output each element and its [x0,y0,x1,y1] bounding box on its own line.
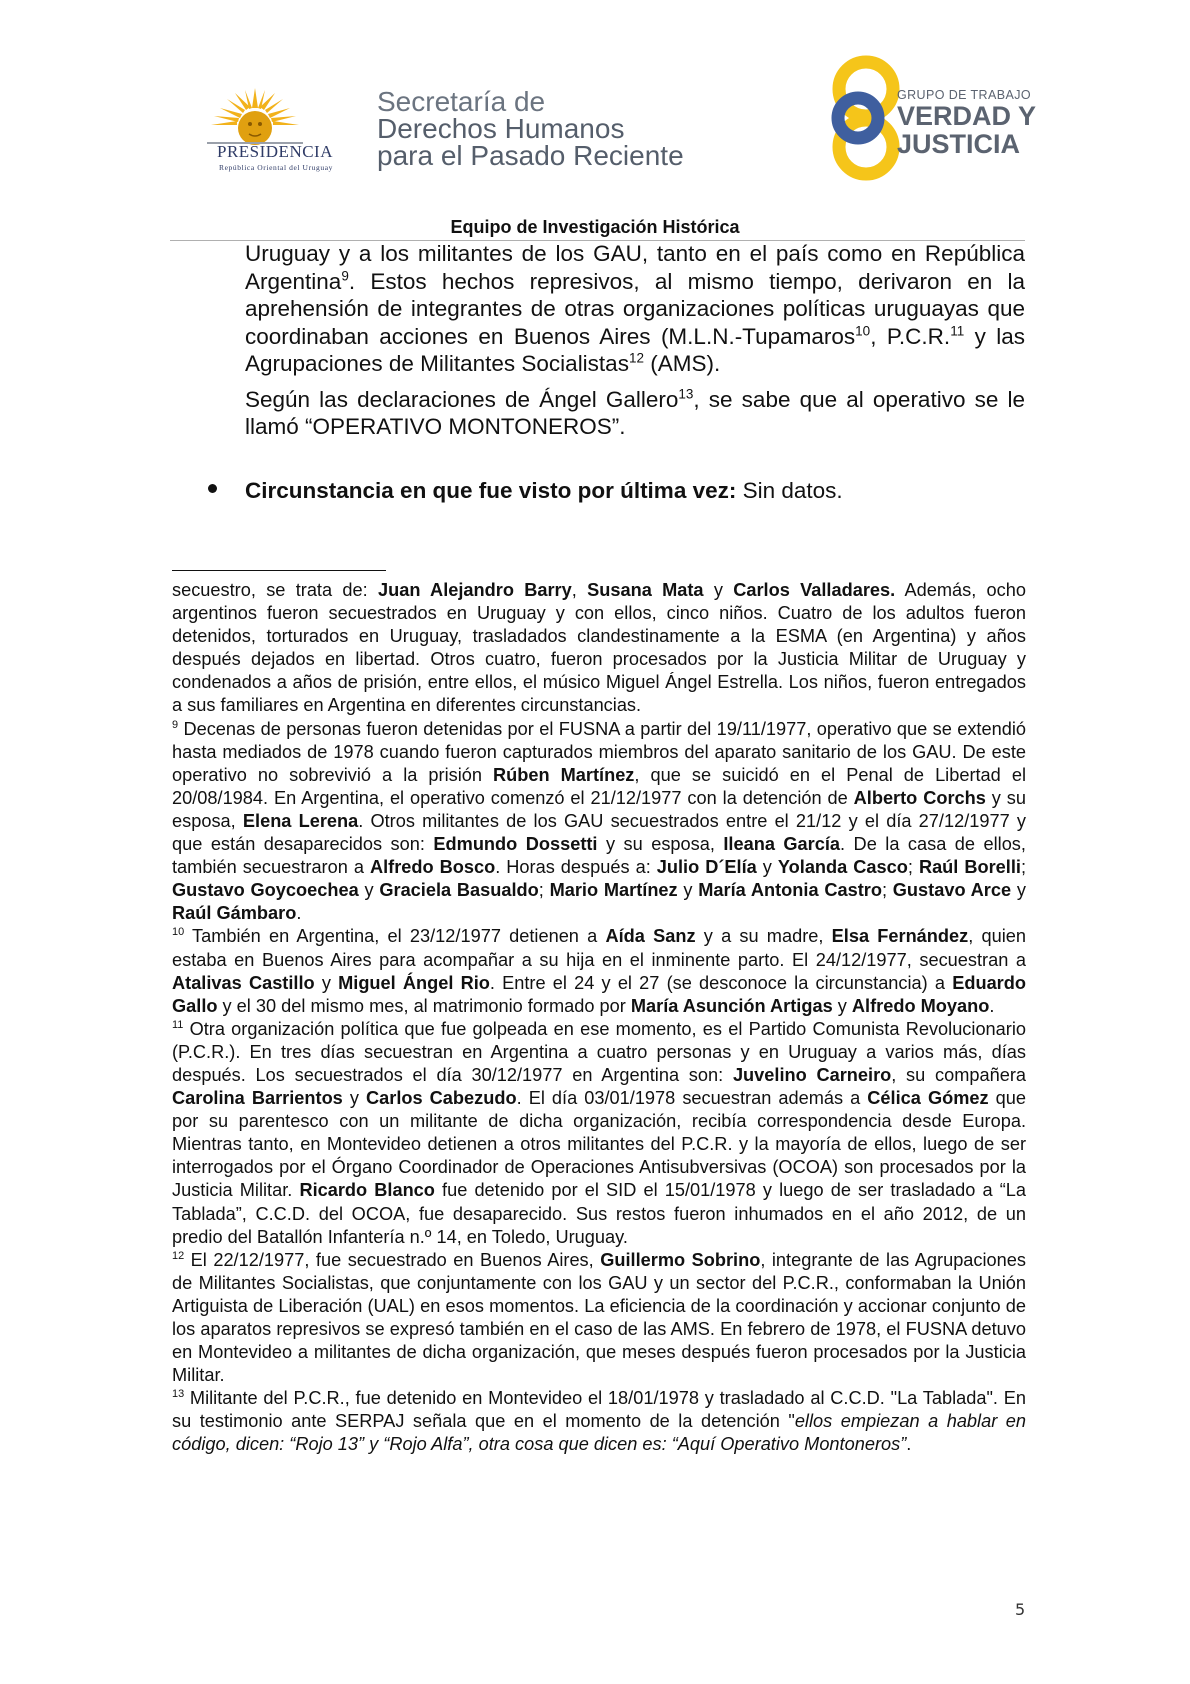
footnote-text: , que se suicidó en el Penal de Libertad el 20/08/1984. En Argentina, el operativo comenzó el 21/12/1977 con la detención de [172,764,1026,808]
footnote-name: Eduardo Gallo [172,972,1026,1016]
footnotes [172,579,1026,1457]
p1-text-b: . Estos hechos represivos, al mismo tiempo, derivaron en la aprehensión de integrantes de otras organizaciones políticas uruguayas que coordinaban acciones en Buenos Aires (M.L.N.-Tupamaros [245,268,1025,349]
footnote-name: Edmundo Dossetti [433,834,598,855]
footnote-text: que por su parentesco con un militante de dicha organización, recibía correspondencia desde Europa. Mientras tanto, en Montevideo detienen a otros militantes del P.C.R. y la mayoría de ellos, luego de ser interrogados por el Órgano Coordinador de Operaciones Antisubversivas (OCOA) son procesados por la Justicia Militar. [172,1088,1026,1201]
p1-text-e: (AMS). [643,351,721,376]
footnote-name: María Antonia Castro [698,880,882,901]
footnote-text: fue detenido por el SID el 15/01/1978 y luego de ser trasladado a “La Tablada”, C.C.D. del OCOA, fue desaparecido. Sus restos fueron inhumados en el año 2012, de un predio del Batallón Infantería n.º 14, en Toledo, Uruguay. [172,1180,1027,1247]
footnote-name: Gustavo Arce [892,880,1012,901]
footnote-ref-13[interactable]: 13 [678,386,694,401]
presidencia-subtitle: República Oriental del Uruguay [218,163,333,172]
grupo-line3: JUSTICIA [897,129,1021,159]
footnote-name: Raúl Gámbaro [172,903,297,924]
footnote-text: . Horas después a: [495,857,657,878]
footnote-name: Aída Sanz [605,926,696,947]
footnote-9 [172,718,1026,926]
p2-text-a: Según las declaraciones de Ángel Gallero [245,386,679,412]
footnote-name: Mario Martínez [549,880,678,901]
footnote-text: . Entre el 24 y el 27 (se desconoce la circunstancia) a [489,972,953,993]
footnote-name: Alberto Corchs [853,787,986,808]
footnote-text: , integrante de las Agrupaciones de Militantes Socialistas, que conjuntamente con los GAU y un sector del P.C.R., conformaban la Unión Artiguista de Liberación (UAL) en esos momentos. La eficiencia de la coordinación y accionar conjunto de los aparatos represivos se expresó también en el caso de las AMS. En febrero de 1978, el FUSNA detuvo en Montevideo a militantes de dicha organización, que meses después fueron procesados por la Justicia Militar. [172,1249,1026,1386]
team-title: Equipo de Investigación Histórica [450,217,740,237]
footnote-name: Carlos Valladares. [733,580,896,600]
footnote-ref-9[interactable]: 9 [341,268,349,283]
footnote-text: y [314,972,339,993]
footnote-name: Yolanda Casco [777,857,908,878]
footnote-number: 13 [172,1388,185,1401]
footnote-text: y [703,580,734,600]
grupo-line2: VERDAD Y [897,101,1037,131]
footnote-name: Carlos Cabezudo [366,1088,517,1109]
footnote-number: 12 [172,1249,185,1262]
footnote-text: y [677,880,699,901]
paragraph-1 [245,240,1025,378]
main-text [245,240,1025,441]
footnote-number: 10 [172,926,185,939]
footnote-name: Carolina Barrientos [172,1088,343,1109]
footnote-name: Juvelino Carneiro [732,1064,892,1085]
footnote-text: , quien estaba en Buenos Aires para acompañar a su hija en el inminente parto. El 24/12/1977, secuestran a [172,926,1026,970]
footnote-text: y [832,995,852,1016]
secretaria-logo-text [377,88,684,169]
footnote-text: . De la casa de ellos, también secuestraron a [172,834,1026,878]
footnote-text: ; [881,880,893,901]
footnote-name: Graciela Basualdo [379,880,539,901]
footnote-text: El 22/12/1977, fue secuestrado en Buenos Aires, [184,1249,601,1270]
footnote-separator [172,570,386,571]
grupo-line1: GRUPO DE TRABAJO [897,88,1031,102]
footnote-text: y su esposa, [172,787,1026,831]
footnote-quote: ellos empiezan a hablar en código, dicen: “Rojo 13” y “Rojo Alfa”, otra cosa que dicen es: “Aquí Operativo Montoneros” [172,1411,1026,1455]
secretaria-line3: para el Pasado Reciente [377,140,684,171]
secretaria-line2: Derechos Humanos [377,113,625,144]
footnote-10 [172,925,1026,1017]
footnote-number: 11 [172,1018,184,1031]
footnote-text: Militante del P.C.R., fue detenido en Montevideo el 18/01/1978 y trasladado al C.C.D. "La Tablada". En su testimonio ante SERPAJ señala que en el momento de la detención " [172,1388,1026,1432]
bullet-dot-icon [208,484,217,493]
footnote-text: , [571,580,588,600]
footnote-name: Ileana García [723,834,841,855]
footnote-text: y [756,857,778,878]
p1-text-d: y las Agrupaciones de Militantes Socialistas [245,323,1025,376]
footnote-text: . [906,1434,912,1455]
footnote-text: . Otros militantes de los GAU secuestrados entre el 21/12 y el día 27/12/1977 y que están desaparecidos son: [172,810,1026,855]
footnote-name: Susana Mata [587,580,704,600]
footnote-text: , su compañera [891,1064,1027,1085]
footnote-13 [172,1387,1026,1456]
page-number: 5 [1015,1600,1026,1619]
footnote-name: Elena Lerena [242,810,359,831]
footnote-text: ; [538,880,550,901]
p2-text-b: , se sabe que al operativo se le llamó “OPERATIVO MONTONEROS”. [245,386,1025,439]
footnote-name: Juan Alejandro Barry [377,580,572,600]
footnote-text: . [989,995,995,1016]
footnote-name: Rúben Martínez [493,764,635,785]
sun-icon [205,88,305,148]
footnote-name: Raúl Borelli [918,857,1021,878]
footnote-ref-11[interactable]: 11 [950,323,965,338]
footnote-text: y el 30 del mismo mes, al matrimonio formado por [217,995,631,1016]
footnote-name: Atalivas Castillo [172,972,315,993]
footnote-name: Gustavo Goycoechea [172,880,359,901]
footnote-text: Además, ocho argentinos fueron secuestrados en Uruguay y con ellos, cinco niños. Cuatro de los adultos fueron detenidos, torturados en Uruguay, trasladados clandestinamente a la ESMA (en Argentina) y años después dejados en libertad. Otros cuatro, fueron procesados por la Justicia Militar de Uruguay y condenados a años de prisión, entre ellos, el músico Miguel Ángel Estrella. Los niños, fueron entregados a sus familiares en Argentina en diferentes circunstancias. [172,580,1026,716]
footnote-text: . El día 03/01/1978 secuestran además a [516,1088,868,1109]
footnote-text: También en Argentina, el 23/12/1977 detienen a [184,926,606,947]
paragraph-2 [245,386,1025,441]
grupo-trabajo-text [897,88,1036,158]
footnote-11 [172,1018,1026,1249]
p1-text-a: Uruguay y a los militantes de los GAU, tanto en el país como en República Argentina [245,241,1025,294]
footnote-text: secuestro, se trata de: [172,580,378,600]
footnote-text: y [342,1088,367,1109]
footnote-text: y [1011,880,1026,901]
footnote-text: ; [907,857,919,878]
footnote-text: Decenas de personas fueron detenidas por el FUSNA a partir del 19/11/1977, operativo que se extendió hasta mediados de 1978 cuando fueron capturados miembros del aparato sanitario de los GAU. De este operativo no sobrevivió a la prisión [172,718,1026,785]
footnote-name: Miguel Ángel Rio [338,972,490,993]
presidencia-name: PRESIDENCIA [216,142,333,161]
p1-text-c: , P.C.R. [870,323,951,349]
footnote-text: y [358,880,380,901]
footnote-text: y su esposa, [597,834,724,855]
footnote-ref-10[interactable]: 10 [855,323,871,338]
footnote-ref-12[interactable]: 12 [628,350,644,366]
footnote-name: María Asunción Artigas [630,995,833,1016]
footnote-name: Alfredo Bosco [369,857,496,878]
bullet-value: Sin datos. [736,478,843,503]
footnote-name: Guillermo Sobrino [600,1249,761,1270]
footnote-name: Ricardo Blanco [299,1180,435,1201]
footnote-text: ; [1020,857,1027,878]
bullet-label: Circunstancia en que fue visto por última vez: [245,478,737,503]
secretaria-line1: Secretaría de [377,86,546,117]
footnote-text: . [296,903,302,924]
footnote-name: Alfredo Moyano [851,995,990,1016]
bullet-item [245,477,843,505]
footnote-continuation [172,579,1026,718]
footnote-12 [172,1249,1026,1388]
footnote-name: Célica Gómez [867,1088,989,1109]
footnote-number: 9 [172,718,179,731]
footnote-name: Elsa Fernández [831,926,969,947]
footnote-name: Julio D´Elía [656,857,757,878]
footnote-text: Otra organización política que fue golpeada en ese momento, es el Partido Comunista Revolucionario (P.C.R.). En tres días secuestran en Argentina a cuatro personas y en Uruguay a varios más, días después. Los secuestrados el día 30/12/1977 en Argentina son: [172,1018,1026,1085]
footnote-text: y a su madre, [695,926,832,947]
